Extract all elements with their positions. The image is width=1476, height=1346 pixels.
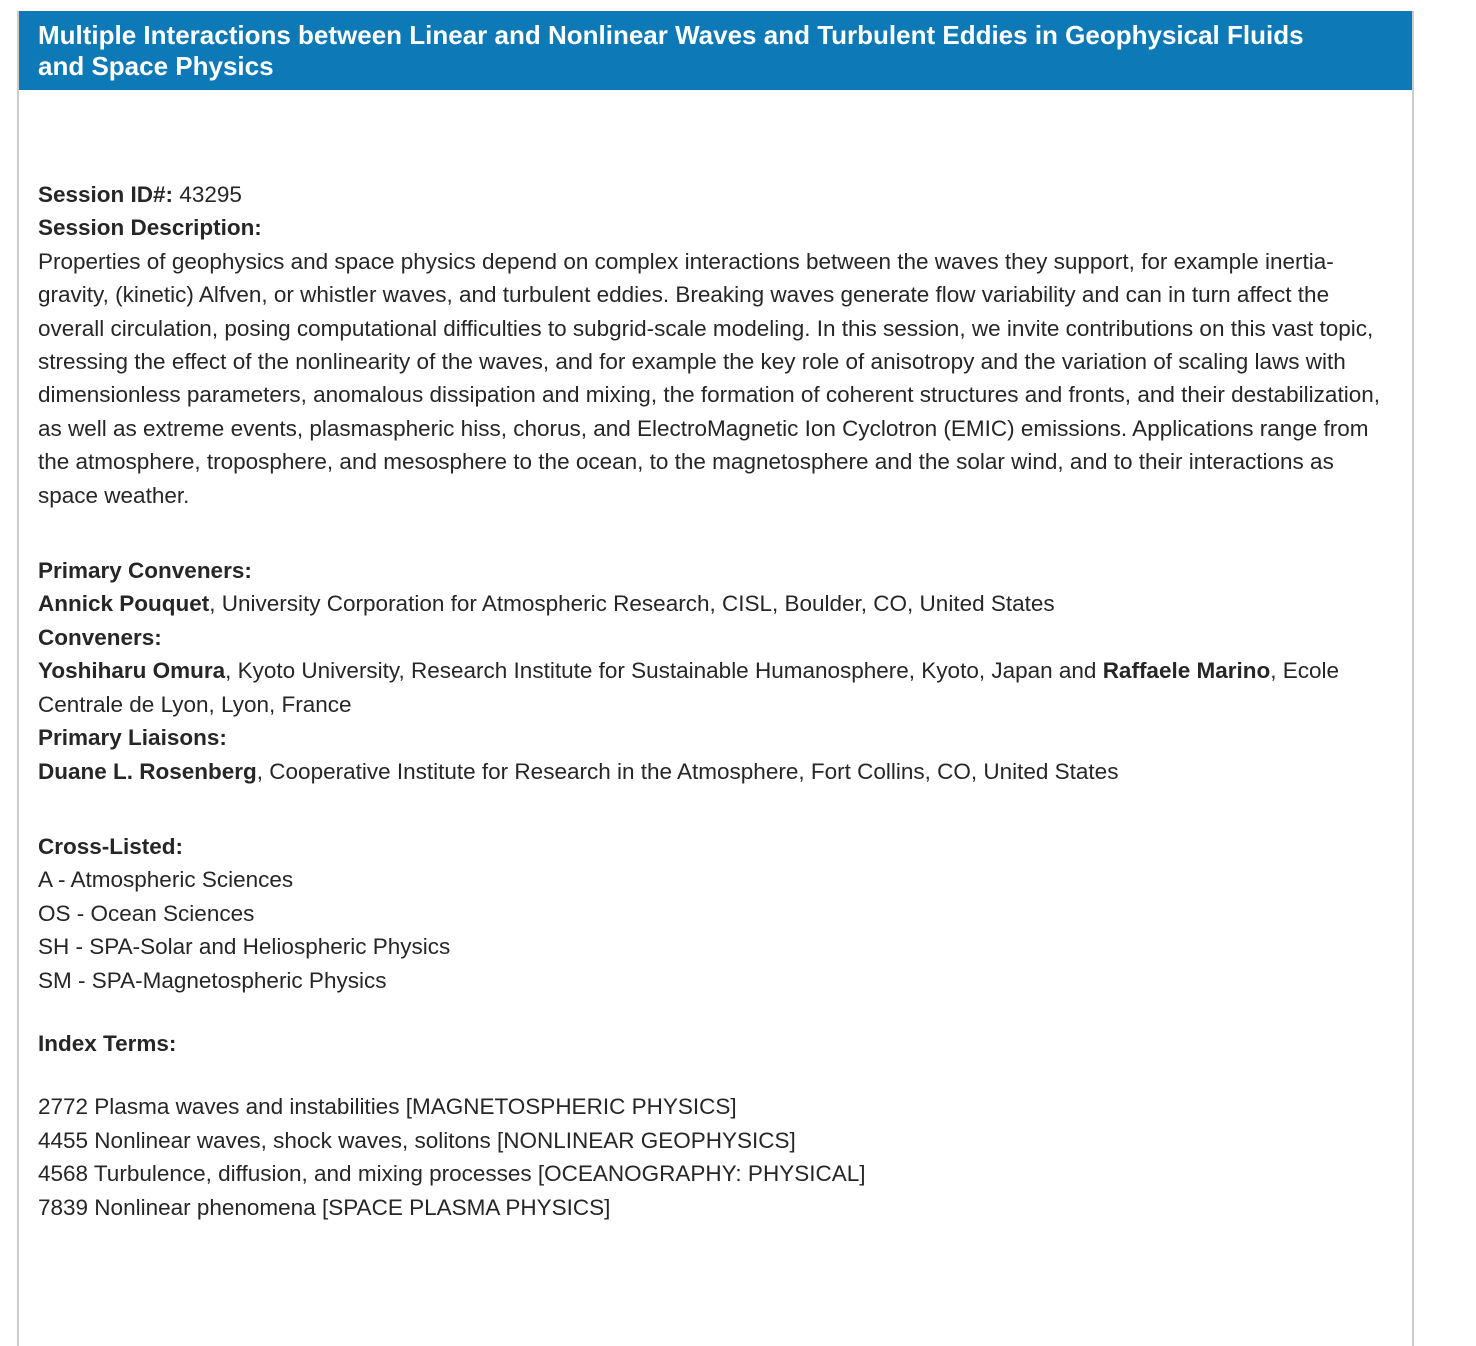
index-terms-label: Index Terms: — [38, 1030, 177, 1056]
person-name: Yoshiharu Omura — [38, 658, 226, 684]
person-affiliation: , University Corporation for Atmospheric Research, CISL, Boulder, CO, United States — [209, 591, 1055, 617]
cross-listed-item: A - Atmospheric Sciences — [38, 867, 294, 893]
session-title: Multiple Interactions between Linear and Nonlinear Waves and Turbulent Eddies in Geophysical Fluids and Space Physics — [38, 20, 1304, 81]
session-description-label: Session Description: — [38, 215, 262, 241]
cross-listed-list — [38, 863, 1386, 997]
session-description-text: Properties of geophysics and space physics depend on complex interactions between the waves they support, for example inertia- gravity, (kinetic) Alfven, or whistler waves, and turbulent eddies. Breaking waves generate flow variability and can in turn affect the overall circulation, posing computational difficulties to subgrid-scale modeling. In this session, we invite contributions on this vast topic, stressing the effect of the nonlinearity of the waves, and for example the key role of anisotropy and the variation of scaling laws with dimensionless parameters, anomalous dissipation and mixing, the formation of coherent structures and fronts, and their destabilization, as well as extreme events, plasmaspheric hiss, chorus, and ElectroMagnetic Ion Cyclotron (EMIC) emissions. Applications range from the atmosphere, troposphere, and mesosphere to the ocean, to the magnetosphere and the solar wind, and to their interactions as space weather. — [38, 248, 1380, 508]
person-name: Raffaele Marino — [1102, 658, 1271, 684]
index-terms-label-line — [38, 1027, 1386, 1060]
index-term-item: 4455 Nonlinear waves, shock waves, solitons [NONLINEAR GEOPHYSICS] — [38, 1127, 796, 1153]
primary-liaisons-label: Primary Liaisons: — [38, 725, 227, 751]
primary-conveners-label-line — [38, 554, 1386, 587]
cross-listed-item: OS - Ocean Sciences — [38, 900, 255, 926]
session-id-label: Session ID#: — [38, 182, 174, 207]
index-term-item: 4568 Turbulence, diffusion, and mixing processes [OCEANOGRAPHY: PHYSICAL] — [38, 1161, 866, 1187]
person-name: Duane L. Rosenberg — [38, 758, 257, 784]
index-term-item: 7839 Nonlinear phenomena [SPACE PLASMA PHYSICS] — [38, 1194, 611, 1220]
cross-listed-label: Cross-Listed: — [38, 833, 184, 859]
primary-liaisons-line — [38, 755, 1386, 788]
session-title-bar — [19, 11, 1412, 90]
conveners-label: Conveners: — [38, 624, 162, 650]
session-info-block — [38, 178, 1386, 512]
session-content — [19, 178, 1412, 1224]
cross-listed-block — [38, 830, 1386, 997]
primary-liaisons-label-line — [38, 721, 1386, 754]
session-id-value: 43295 — [179, 182, 242, 207]
primary-conveners-line — [38, 587, 1386, 620]
session-detail-panel — [17, 11, 1414, 1346]
person-affiliation: , Ecole Centrale de Lyon, Lyon, France — [38, 658, 1340, 717]
session-description-label-line — [38, 211, 1386, 244]
session-id-line — [38, 178, 1386, 211]
index-terms-list — [38, 1090, 1386, 1224]
primary-conveners-label: Primary Conveners: — [38, 558, 252, 584]
index-terms-block — [38, 1027, 1386, 1224]
conveners-label-line — [38, 621, 1386, 654]
index-term-item: 2772 Plasma waves and instabilities [MAGNETOSPHERIC PHYSICS] — [38, 1094, 737, 1120]
cross-listed-item: SH - SPA-Solar and Heliospheric Physics — [38, 934, 451, 960]
conveners-block — [38, 554, 1386, 788]
person-affiliation: , Cooperative Institute for Research in the Atmosphere, Fort Collins, CO, United States — [256, 758, 1119, 784]
conveners-line — [38, 654, 1386, 721]
cross-listed-label-line — [38, 830, 1386, 863]
cross-listed-item: SM - SPA-Magnetospheric Physics — [38, 967, 387, 993]
person-name: Annick Pouquet — [38, 591, 210, 617]
person-affiliation: , Kyoto University, Research Institute for Sustainable Humanosphere, Kyoto, Japan and — [225, 658, 1103, 684]
